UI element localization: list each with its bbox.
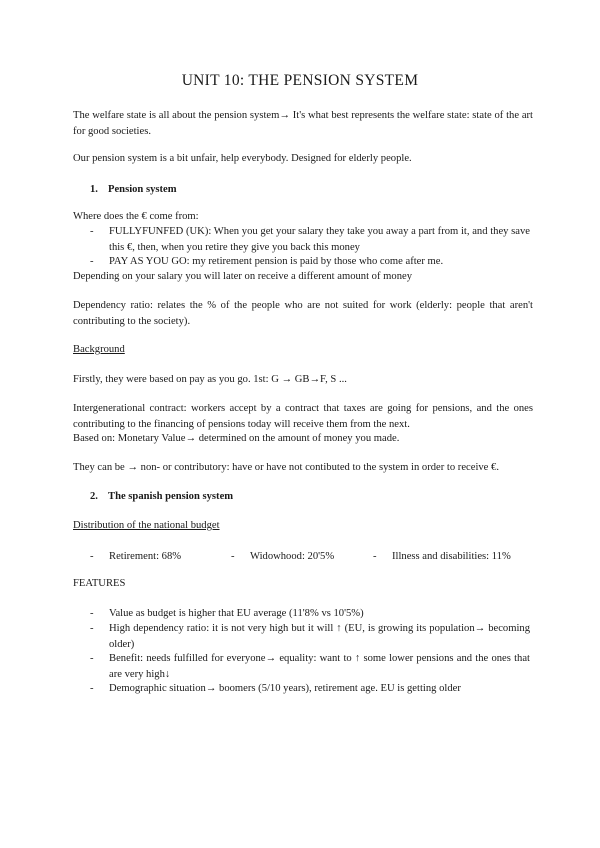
- bullet-dash: -: [90, 256, 94, 267]
- list-item: [90, 254, 530, 270]
- list-item: [90, 621, 530, 653]
- features-heading: FEATURES: [73, 578, 126, 589]
- distribution-text: Widowhood: 20'5%: [250, 551, 335, 562]
- section-2-heading: [90, 489, 233, 505]
- distribution-item: [90, 549, 181, 565]
- list-item: [90, 681, 530, 697]
- distribution-text: Retirement: 68%: [109, 551, 182, 562]
- bullet-text: FULLYFUNFED (UK): When you get your salary they take you away a part from it, and they save this €, then, when you retire they give you back this money: [109, 226, 530, 253]
- dependency-ratio-paragraph: Dependency ratio: relates the % of the people who are not suited for work (elderly: people that aren't contributing to the society).: [73, 300, 533, 327]
- intro-paragraph-1: The welfare state is all about the pension system→ It's what best represents the welfare state: state of the art for good societies.: [73, 110, 533, 137]
- background-heading: Background: [73, 344, 125, 355]
- distribution-item: [231, 549, 334, 565]
- section-2-title: The spanish pension system: [108, 491, 234, 502]
- bullet-text: Benefit: needs fulfilled for everyone→ equality: want to ↑ some lower pensions and the ones that are very high↓: [109, 653, 530, 680]
- section-1-title: Pension system: [108, 184, 177, 195]
- bullet-text: High dependency ratio: it is not very high but it will ↑ (EU, is growing its population→ becoming older): [109, 623, 530, 650]
- contributory-line: They can be → non- or contributory: have or have not contibuted to the system in order to receive €.: [73, 462, 499, 473]
- distribution-heading: Distribution of the national budget: [73, 520, 220, 531]
- where-line: Where does the € come from:: [73, 211, 199, 222]
- list-item: [90, 224, 530, 256]
- bullet-dash: -: [90, 623, 94, 634]
- section-1-number: 1.: [90, 184, 98, 195]
- based-on-line: Based on: Monetary Value→ determined on the amount of money you made.: [73, 433, 400, 444]
- distribution-item: [373, 549, 511, 565]
- section-2-number: 2.: [90, 491, 98, 502]
- distribution-text: Illness and disabilities: 11%: [392, 551, 511, 562]
- intergenerational-paragraph: Intergenerational contract: workers accept by a contract that taxes are going for pensions, and the ones contributing to the financing of pensions today will receive them from the next.: [73, 403, 533, 430]
- bullet-dash: -: [231, 551, 235, 562]
- depending-line: Depending on your salary you will later on receive a different amount of money: [73, 271, 412, 282]
- bullet-text: PAY AS YOU GO: my retirement pension is paid by those who come after me.: [109, 256, 444, 267]
- bullet-text: Value as budget is higher that EU average (11'8% vs 10'5%): [109, 608, 364, 619]
- bullet-dash: -: [90, 683, 94, 694]
- bullet-dash: -: [90, 653, 94, 664]
- section-1-heading: [90, 182, 177, 198]
- bullet-dash: -: [90, 226, 94, 237]
- bullet-dash: -: [90, 608, 94, 619]
- background-line: Firstly, they were based on pay as you go. 1st: G → GB→F, S ...: [73, 374, 347, 385]
- bullet-dash: -: [373, 551, 377, 562]
- list-item: [90, 606, 530, 622]
- page-title: UNIT 10: THE PENSION SYSTEM: [181, 72, 419, 89]
- intro-paragraph-2: Our pension system is a bit unfair, help everybody. Designed for elderly people.: [73, 153, 412, 164]
- list-item: [90, 651, 530, 683]
- bullet-dash: -: [90, 551, 94, 562]
- bullet-text: Demographic situation→ boomers (5/10 years), retirement age. EU is getting older: [109, 683, 461, 694]
